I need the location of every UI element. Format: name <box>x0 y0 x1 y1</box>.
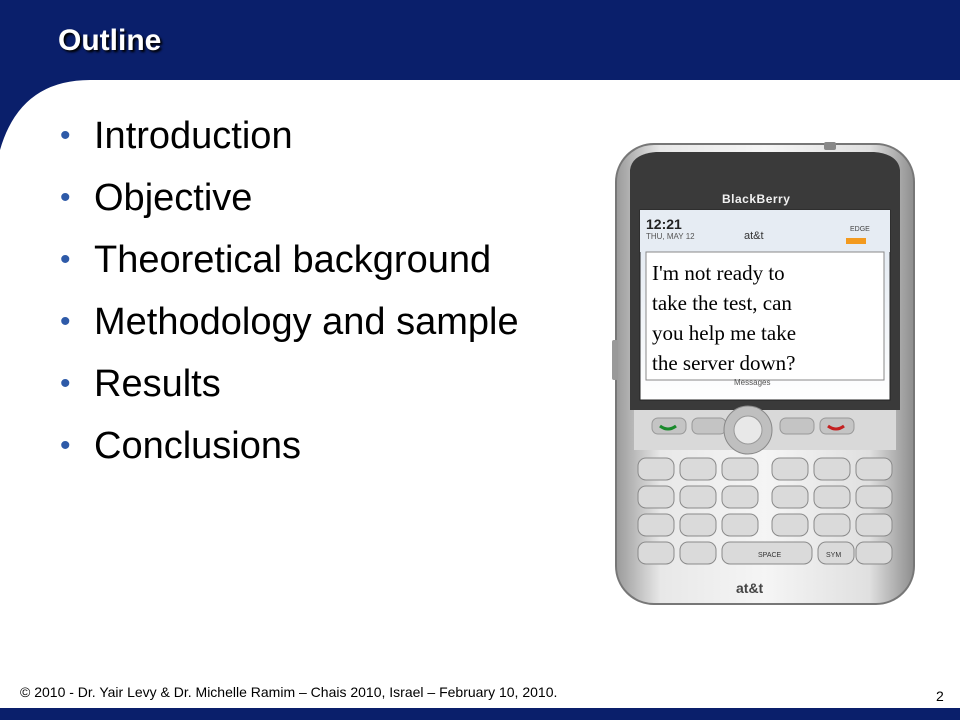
bullet-icon: • <box>60 367 71 400</box>
list-item-label: Objective <box>94 177 253 219</box>
message-line: the server down? <box>652 351 796 375</box>
phone-time: 12:21 <box>646 216 682 232</box>
phone-carrier: at&t <box>744 230 764 242</box>
blackberry-phone-image <box>612 140 918 608</box>
phone-network: EDGE <box>850 226 870 233</box>
list-item <box>60 360 519 422</box>
slide-title: Outline <box>58 24 162 57</box>
bullet-icon: • <box>60 181 71 214</box>
phone-bottom-logo: at&t <box>736 580 764 596</box>
bullet-icon: • <box>60 243 71 276</box>
message-line: take the test, can <box>652 291 792 315</box>
list-item <box>60 298 519 360</box>
list-item <box>60 236 519 298</box>
footer-copyright: © 2010 - Dr. Yair Levy & Dr. Michelle Ramim – Chais 2010, Israel – February 10, 2010. <box>20 684 558 700</box>
phone-date: THU, MAY 12 <box>646 232 695 241</box>
outline-list <box>60 112 519 484</box>
sym-key-label: SYM <box>826 552 842 559</box>
message-line: you help me take <box>652 321 797 345</box>
message-line: I'm not ready to <box>652 261 785 285</box>
phone-brand-label: BlackBerry <box>722 192 791 206</box>
list-item <box>60 174 519 236</box>
space-key-label: SPACE <box>758 552 782 559</box>
bullet-icon: • <box>60 119 71 152</box>
phone-screen-footer: Messages <box>734 378 771 387</box>
list-item <box>60 422 519 484</box>
phone-message-text <box>652 258 864 378</box>
bullet-icon: • <box>60 305 71 338</box>
list-item-label: Introduction <box>94 115 293 157</box>
page-number: 2 <box>936 688 944 704</box>
bullet-icon: • <box>60 429 71 462</box>
list-item-label: Methodology and sample <box>94 301 519 343</box>
list-item-label: Conclusions <box>94 425 301 467</box>
list-item-label: Theoretical background <box>94 239 492 281</box>
list-item <box>60 112 519 174</box>
footer-bar <box>0 708 960 720</box>
list-item-label: Results <box>94 363 221 405</box>
